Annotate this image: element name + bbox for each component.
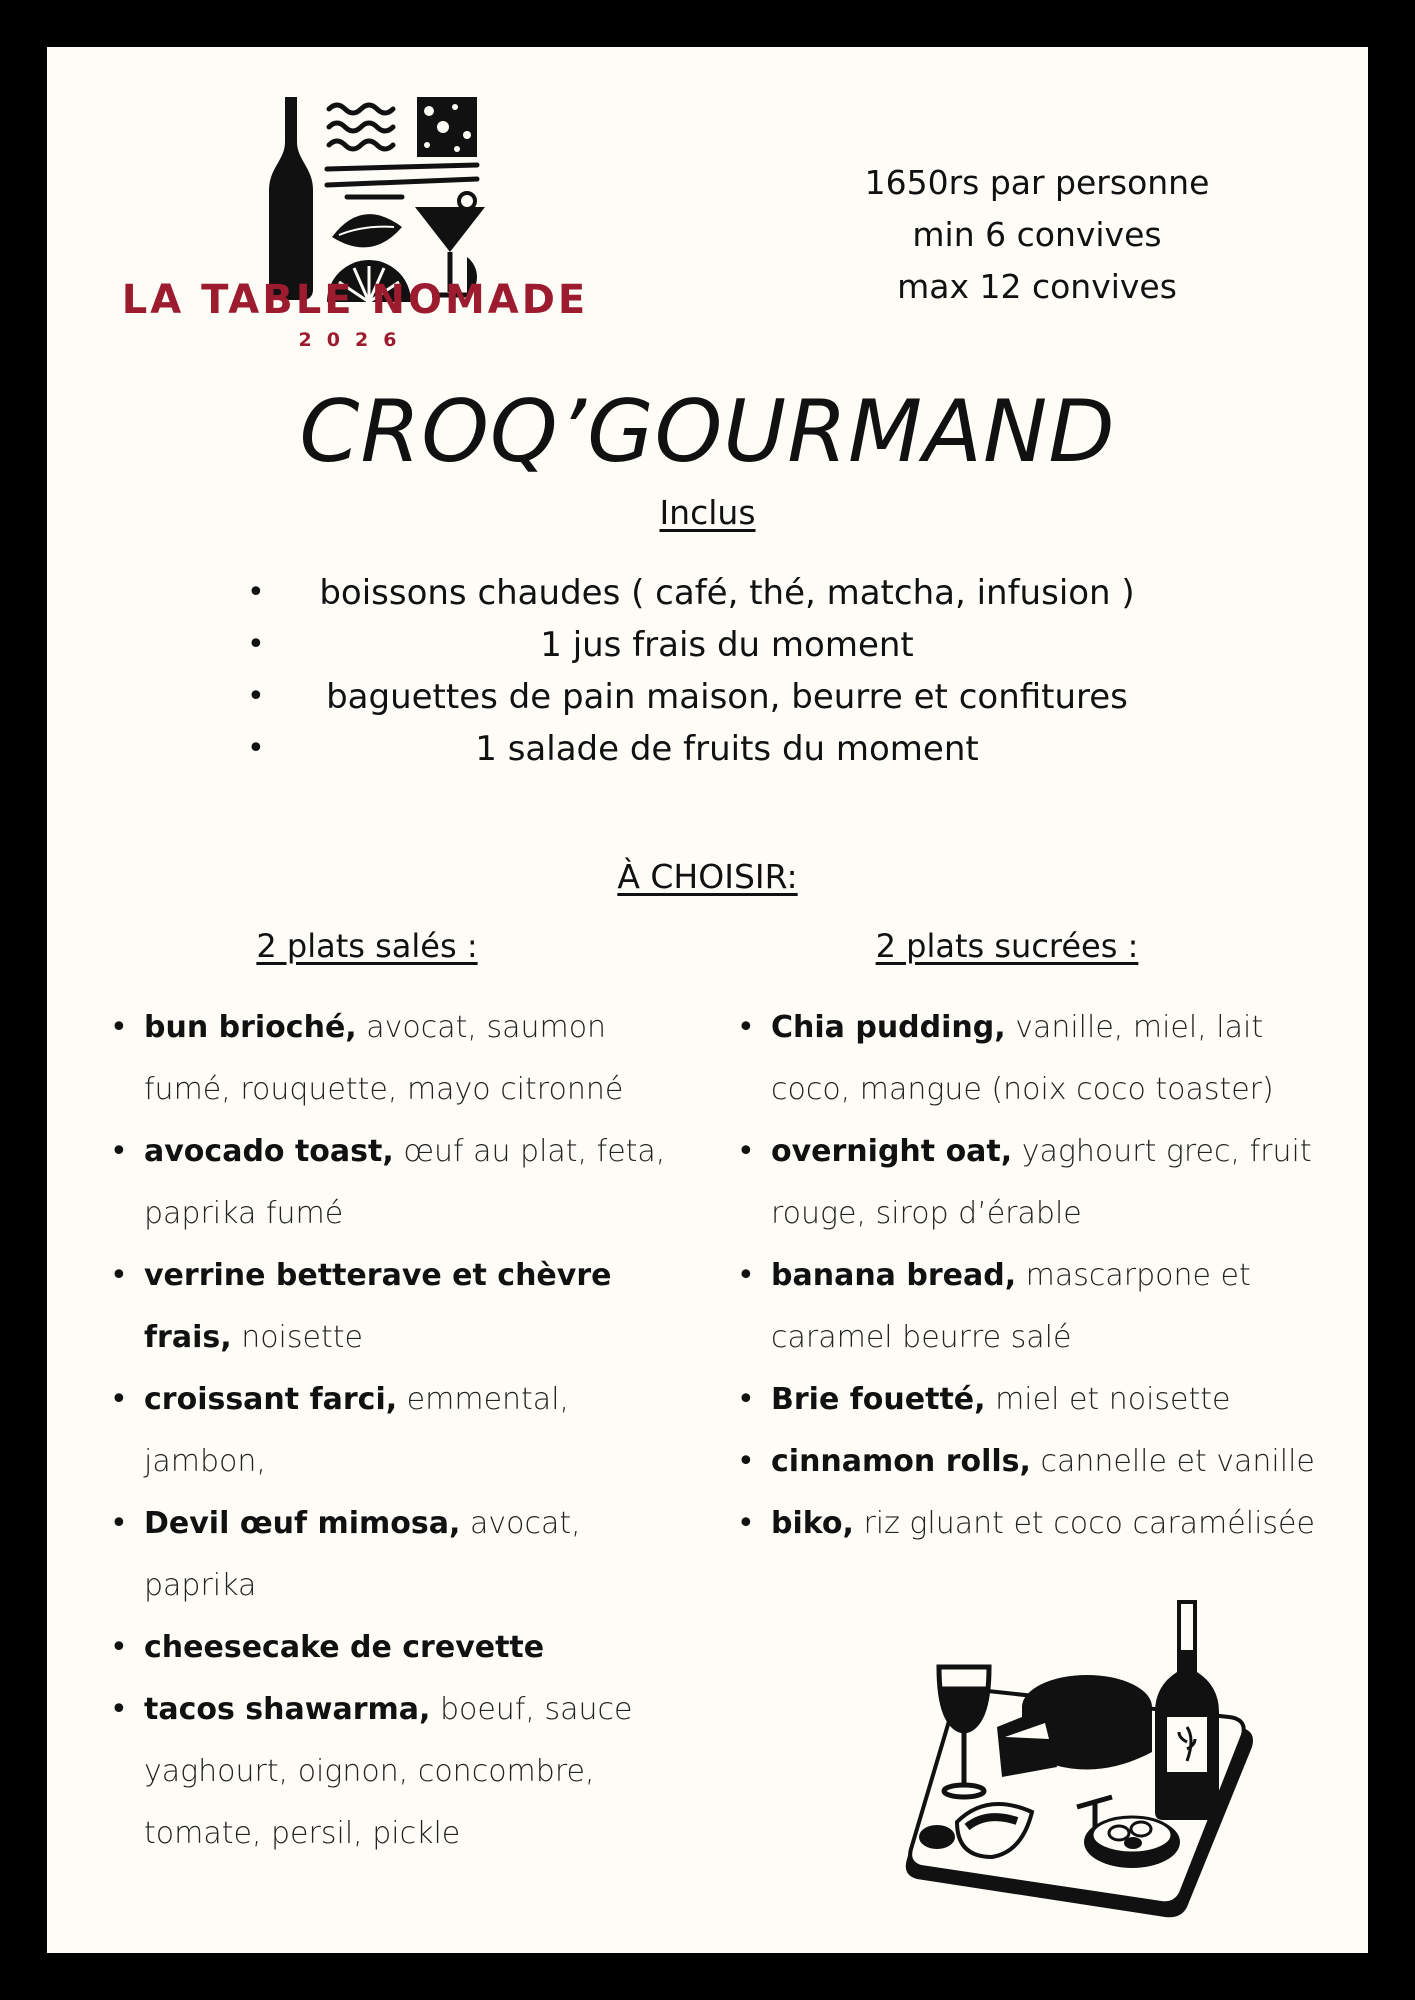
dish-description: noisette bbox=[241, 1320, 363, 1355]
waves-icon bbox=[329, 105, 393, 149]
brand-logo bbox=[95, 277, 615, 351]
list-item bbox=[100, 1679, 690, 1865]
min-guests: min 6 convives bbox=[912, 215, 1162, 254]
savory-heading: 2 plats salés : bbox=[256, 927, 478, 965]
included-item: • boissons chaudes ( café, thé, matcha, infusion ) bbox=[247, 567, 1207, 619]
dish-description: yaghourt grec, fruit rouge, sirop d’érable bbox=[771, 1134, 1312, 1231]
menu-title: CROQ’GOURMAND bbox=[299, 382, 1116, 482]
dish-name: banana bread, bbox=[771, 1258, 1017, 1293]
dish-description: avocat, saumon fumé, rouquette, mayo citronné bbox=[144, 1010, 624, 1107]
dish-name: tacos shawarma, bbox=[144, 1692, 431, 1727]
dish-description: riz gluant et coco caramélisée bbox=[863, 1506, 1315, 1541]
dish-name: bun brioché, bbox=[144, 1010, 357, 1045]
dish-name: overnight oat, bbox=[771, 1134, 1013, 1169]
included-item: • 1 jus frais du moment bbox=[247, 619, 1207, 671]
dish-description: emmental, jambon, bbox=[144, 1382, 570, 1479]
cheese-wheel-icon bbox=[997, 1675, 1152, 1777]
sweet-heading: 2 plats sucrées : bbox=[875, 927, 1139, 965]
dish-description: œuf au plat, feta, paprika fumé bbox=[144, 1134, 666, 1231]
dish-description: boeuf, sauce yaghourt, oignon, concombre, tomate, persil, pickle bbox=[144, 1692, 633, 1851]
list-item bbox=[100, 1617, 690, 1679]
list-item bbox=[727, 1493, 1347, 1555]
dish-name: avocado toast, bbox=[144, 1134, 394, 1169]
included-item: • baguettes de pain maison, beurre et confitures bbox=[247, 671, 1207, 723]
brand-name: LA TABLE NOMADE bbox=[121, 277, 589, 323]
max-guests: max 12 convives bbox=[897, 267, 1177, 306]
dish-name: croissant farci, bbox=[144, 1382, 398, 1417]
dish-name: biko, bbox=[771, 1506, 854, 1541]
cheese-board-illustration bbox=[897, 1597, 1267, 1927]
dish-description: vanille, miel, lait coco, mangue (noix coco toaster) bbox=[771, 1010, 1274, 1107]
list-item bbox=[727, 1121, 1347, 1245]
list-item bbox=[100, 1245, 690, 1369]
brand-year: 2026 bbox=[298, 329, 412, 351]
dish-name: Brie fouetté, bbox=[771, 1382, 986, 1417]
included-list bbox=[247, 567, 1207, 775]
list-item bbox=[727, 997, 1347, 1121]
price-per-person: 1650rs par personne bbox=[864, 163, 1210, 202]
wine-bottle-icon bbox=[269, 97, 313, 300]
list-item bbox=[100, 1493, 690, 1617]
wine-bottle-icon bbox=[1155, 1602, 1219, 1820]
dish-name: Devil œuf mimosa, bbox=[144, 1506, 461, 1541]
dish-description: mascarpone et caramel beurre salé bbox=[771, 1258, 1251, 1355]
included-heading: Inclus bbox=[659, 493, 756, 532]
sweet-list bbox=[727, 997, 1347, 1555]
list-item bbox=[100, 997, 690, 1121]
choose-heading: À CHOISIR: bbox=[617, 857, 798, 896]
dish-name: Chia pudding, bbox=[771, 1010, 1006, 1045]
menu-page bbox=[47, 47, 1368, 1953]
dish-description: avocat, paprika bbox=[144, 1506, 581, 1603]
dish-description: cannelle et vanille bbox=[1040, 1444, 1315, 1479]
dish-description: miel et noisette bbox=[995, 1382, 1231, 1417]
savory-list bbox=[100, 997, 690, 1865]
olive-bowl-icon bbox=[1084, 1816, 1180, 1868]
leaf-icon bbox=[332, 214, 402, 247]
list-item bbox=[727, 1369, 1347, 1431]
list-item bbox=[100, 1369, 690, 1493]
dish-name: cheesecake de crevette bbox=[144, 1630, 545, 1665]
included-item: • 1 salade de fruits du moment bbox=[247, 723, 1207, 775]
list-item bbox=[727, 1431, 1347, 1493]
list-item bbox=[100, 1121, 690, 1245]
cheese-icon bbox=[417, 97, 477, 157]
chopsticks-icon bbox=[327, 165, 477, 197]
list-item bbox=[727, 1245, 1347, 1369]
dish-name: cinnamon rolls, bbox=[771, 1444, 1031, 1479]
dish-name: verrine betterave et chèvre frais, bbox=[144, 1258, 612, 1355]
pricing-info bbox=[767, 157, 1307, 313]
